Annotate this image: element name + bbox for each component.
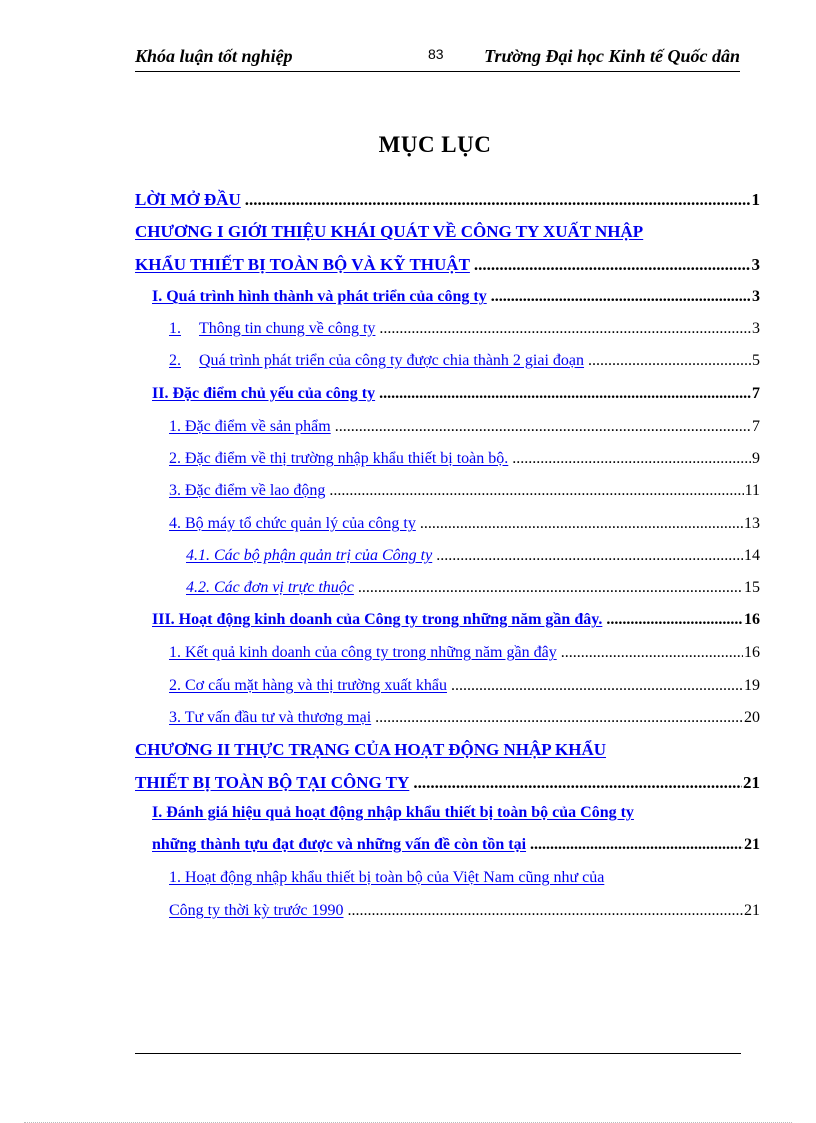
toc-entry-2-4-2[interactable] (186, 579, 760, 597)
toc-entry-section-3[interactable] (152, 611, 760, 629)
toc-entry-2-3[interactable] (169, 482, 760, 500)
toc-page-number: 21 (743, 773, 760, 792)
toc-entry-label[interactable]: 4.2. Các đơn vị trực thuộc (186, 579, 354, 596)
toc-entry-ch2-section-1-line1[interactable]: I. Đánh giá hiệu quả hoạt động nhập khẩu thiết bị toàn bộ của Công ty (152, 804, 634, 821)
toc-entry-label[interactable]: THIẾT BỊ TOÀN BỘ TẠI CÔNG TY (135, 773, 410, 792)
toc-page-number: 13 (744, 515, 760, 532)
toc-entry-label[interactable]: Quá trình phát triển của công ty được chia thành 2 giai đoạn (199, 352, 585, 369)
toc-entry-label[interactable]: 1. Đặc điểm về sản phẩm (169, 418, 331, 435)
toc-entry-label[interactable]: 4.1. Các bộ phận quản trị của Công ty (186, 547, 433, 564)
toc-entry-label[interactable]: 3. Đặc điểm về lao động (169, 482, 326, 499)
toc-entry-chapter2-line1[interactable]: CHƯƠNG II THỰC TRẠNG CỦA HOẠT ĐỘNG NHẬP KHẨU (135, 740, 607, 759)
toc-entry-number[interactable]: 1. (169, 320, 181, 337)
toc-page-number: 14 (744, 547, 760, 564)
toc-entry-label[interactable]: 2. Đặc điểm về thị trường nhập khẩu thiết bị toàn bộ. (169, 450, 509, 467)
toc-page-number: 7 (752, 418, 760, 435)
toc-page-number: 3 (751, 255, 760, 274)
toc-page-number: 16 (744, 644, 760, 661)
toc-entry-chapter1[interactable] (135, 255, 760, 275)
header-thesis-label: Khóa luận tốt nghiệp (135, 46, 293, 66)
page-header (135, 43, 740, 72)
toc-entry-2-2[interactable] (169, 450, 760, 468)
footer-separator (135, 1053, 741, 1054)
toc-entry-label[interactable]: 3. Tư vấn đầu tư và thương mại (169, 709, 372, 726)
toc-entry-label[interactable]: Công ty thời kỳ trước 1990 (169, 902, 344, 919)
toc-entry-ch2-section-1[interactable] (152, 836, 760, 854)
toc-entry-label[interactable]: những thành tựu đạt được và những vấn đề còn tồn tại (152, 836, 527, 853)
toc-page-number: 11 (744, 482, 760, 499)
toc-entry-label[interactable]: 2. Cơ cấu mặt hàng và thị trường xuất khẩu (169, 677, 447, 694)
toc-page-number: 5 (752, 352, 760, 369)
toc-entry-1-1[interactable] (169, 320, 760, 338)
toc-entry-label[interactable]: II. Đặc điểm chủ yếu của công ty (152, 385, 376, 402)
toc-entry-number[interactable]: 2. (169, 352, 181, 369)
toc-entry-section-2[interactable] (152, 385, 760, 403)
toc-page-number: 9 (752, 450, 760, 467)
toc-entry-label[interactable]: III. Hoạt động kinh doanh của Công ty trong những năm gần đây. (152, 611, 603, 628)
toc-entry-2-4[interactable] (169, 515, 760, 533)
toc-page-number: 21 (744, 902, 760, 919)
toc-entry-ch2-1-1[interactable] (169, 902, 760, 920)
toc-entry-section-1[interactable] (152, 288, 760, 306)
toc-entry-label[interactable]: LỜI MỞ ĐẦU (135, 190, 241, 209)
toc-entry-3-1[interactable] (169, 644, 760, 662)
toc-entry-label[interactable]: 4. Bộ máy tổ chức quản lý của công ty (169, 515, 416, 532)
toc-entry-chapter2[interactable] (135, 773, 760, 793)
toc-page-number: 1 (751, 190, 760, 209)
toc-page-number: 15 (744, 579, 760, 596)
toc-page-number: 19 (744, 677, 760, 694)
toc-page-number: 20 (744, 709, 760, 726)
page-title: MỤC LỤC (378, 132, 492, 157)
toc-entry-label[interactable]: KHẨU THIẾT BỊ TOÀN BỘ VÀ KỸ THUẬT (135, 255, 470, 274)
toc-entry-1-2[interactable] (169, 352, 760, 370)
toc-entry-label[interactable]: I. Quá trình hình thành và phát triển của công ty (152, 288, 487, 305)
toc-entry-intro[interactable] (135, 190, 760, 210)
header-page-number: 83 (428, 46, 444, 62)
toc-entry-chapter1-line1[interactable]: CHƯƠNG I GIỚI THIỆU KHÁI QUÁT VỀ CÔNG TY XUẤT NHẬP (135, 222, 644, 241)
toc-page-number: 21 (744, 836, 760, 853)
toc-entry-label[interactable]: 1. Kết quả kinh doanh của công ty trong những năm gần đây (169, 644, 557, 661)
toc-entry-2-1[interactable] (169, 418, 760, 436)
toc-entry-2-4-1[interactable] (186, 547, 760, 565)
toc-page-number: 3 (752, 288, 760, 305)
toc-entry-label[interactable]: Thông tin chung về công ty (199, 320, 376, 337)
toc-entry-3-3[interactable] (169, 709, 760, 727)
toc-page-number: 16 (744, 611, 760, 628)
toc-entry-3-2[interactable] (169, 677, 760, 695)
toc-page-number: 3 (752, 320, 760, 337)
toc-page-number: 7 (752, 385, 760, 402)
toc-entry-ch2-1-1-line1[interactable]: 1. Hoạt động nhập khẩu thiết bị toàn bộ của Việt Nam cũng như của (169, 869, 605, 886)
header-university: Trường Đại học Kinh tế Quốc dân (484, 46, 740, 66)
